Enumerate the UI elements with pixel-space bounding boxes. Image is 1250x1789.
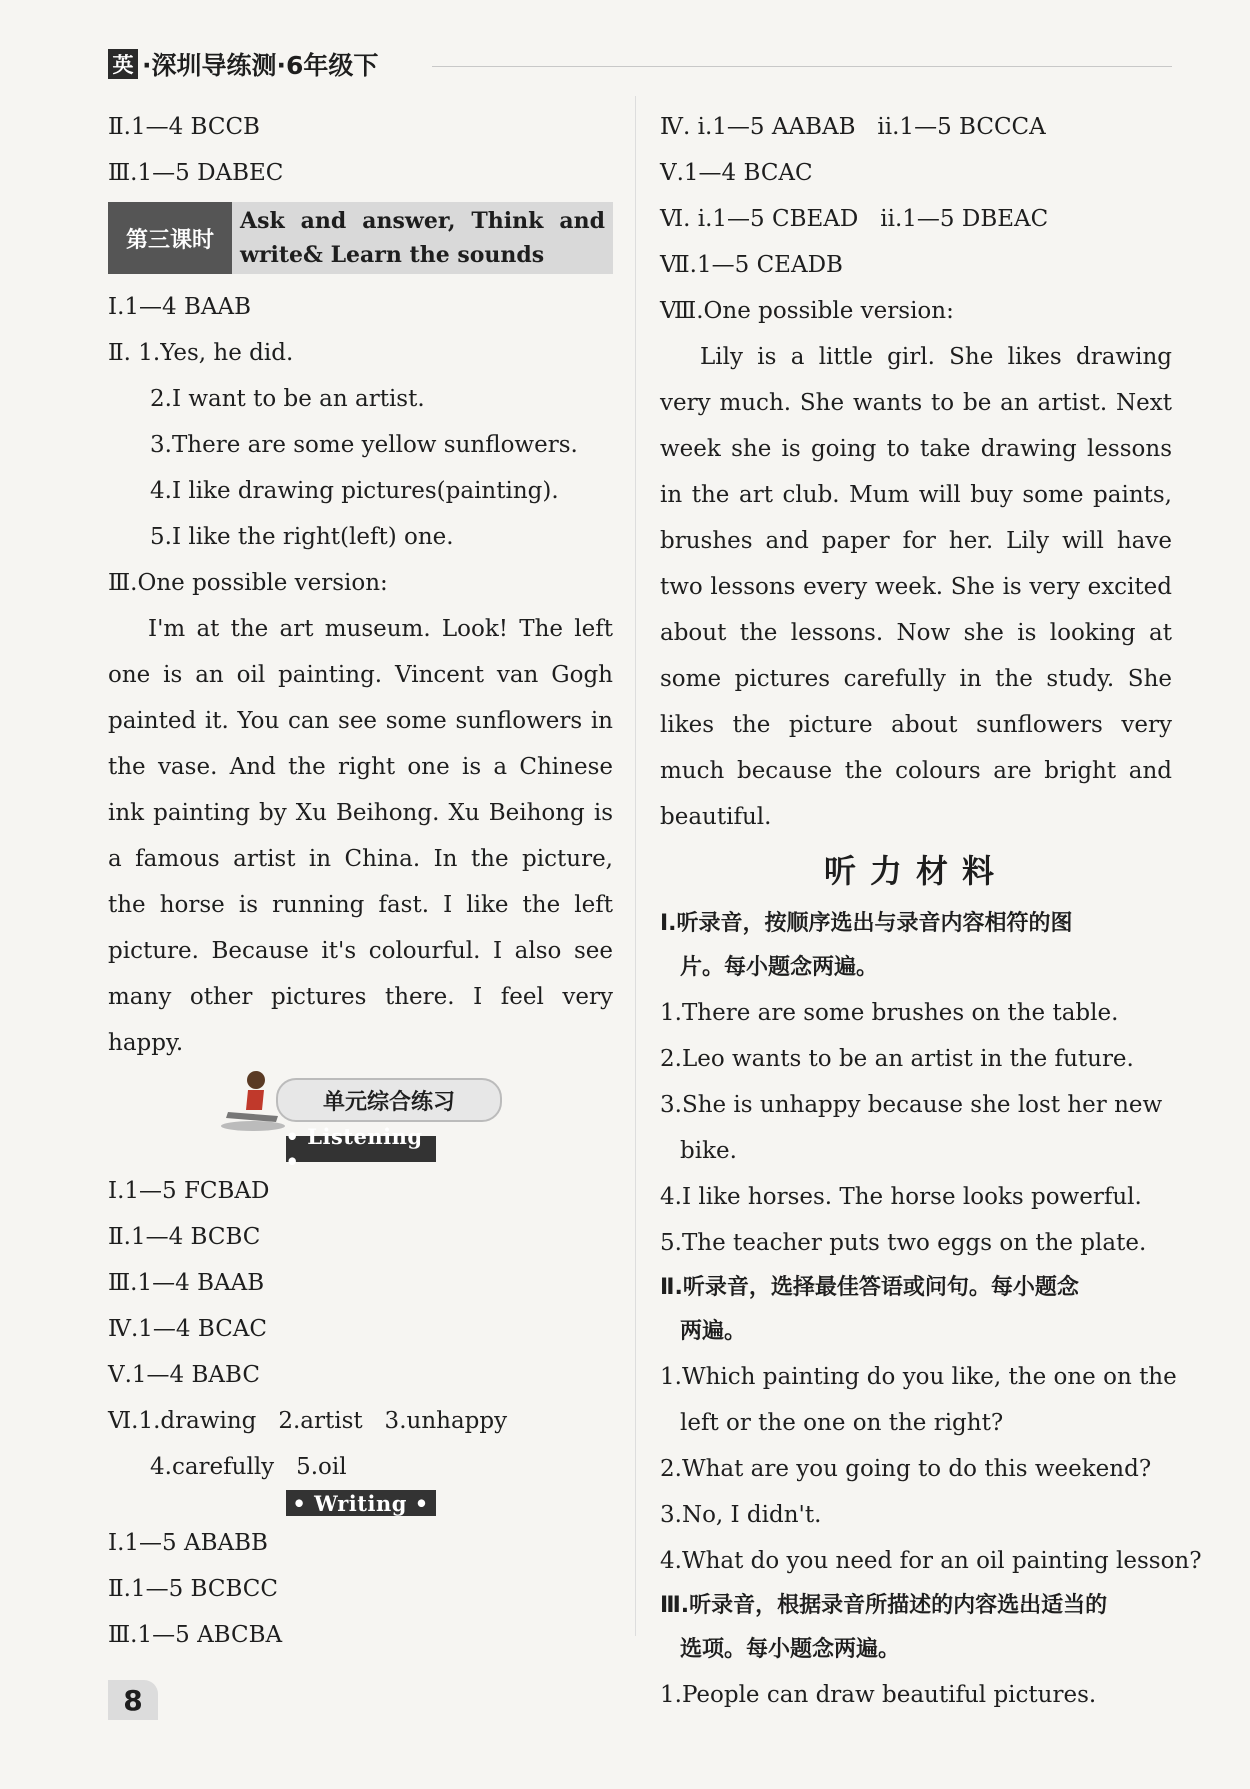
answer-line: 2.I want to be an artist. [150, 386, 425, 412]
transcript-line: 1.There are some brushes on the table. [660, 1000, 1119, 1026]
answer-line: Ⅴ.1—4 BCAC [660, 160, 813, 186]
section-heading: 两遍。 [680, 1319, 747, 1344]
lesson-header [108, 202, 613, 274]
transcript-line: 1.Which painting do you like, the one on the [660, 1364, 1177, 1390]
answer-line: Ⅲ.1—4 BAAB [108, 1270, 265, 1296]
unit-title: 单元综合练习 [276, 1078, 502, 1122]
writing-label: • Writing • [286, 1490, 436, 1516]
subject-badge: 英 [108, 49, 138, 79]
section-heading: 选项。每小题念两遍。 [680, 1637, 901, 1662]
answer-line: Ⅳ. ⅰ.1—5 AABAB ⅱ.1—5 BCCCA [660, 114, 1046, 140]
listening-material-title: 听力材料 [823, 852, 1008, 890]
section-heading: Ⅲ.听录音，根据录音所描述的内容选出适当的 [660, 1593, 1108, 1618]
answer-line: Ⅰ.1—4 BAAB [108, 294, 251, 320]
right-column [660, 104, 1202, 1718]
answer-line: Ⅵ.1.drawing 2.artist 3.unhappy [108, 1408, 508, 1434]
transcript-line: 4.I like horses. The horse looks powerful. [660, 1184, 1142, 1210]
answer-line: Ⅰ.1—5 FCBAD [108, 1178, 270, 1204]
lesson-title [232, 202, 613, 274]
answer-line: Ⅱ. 1.Yes, he did. [108, 340, 294, 366]
section-heading: Ⅰ.听录音，按顺序选出与录音内容相符的图 [660, 911, 1073, 936]
transcript-line: 2.Leo wants to be an artist in the future. [660, 1046, 1134, 1072]
transcript-line: bike. [680, 1138, 737, 1164]
lesson-title-line: Ask and answer, Think and [240, 208, 605, 234]
page-number: 8 [108, 1680, 158, 1720]
answer-line: Ⅳ.1—4 BCAC [108, 1316, 268, 1342]
transcript-line: 1.People can draw beautiful pictures. [660, 1682, 1097, 1708]
answer-line: Ⅱ.1—4 BCBC [108, 1224, 261, 1250]
left-column [108, 104, 613, 1658]
running-header [108, 44, 378, 84]
essay-text: I'm at the art museum. Look! The left one is an oil painting. Vincent van Gogh painted it. You can see some sunflowers in the vase. And the right one is a Chinese ink painting by Xu Beihong. Xu Beihong is a famous artist in China. In the picture, the horse is running fast. I like the left picture. Because it's colourful. I also see many other pictures there. I feel very happy. [108, 616, 613, 1056]
answer-line: Ⅲ.1—5 DABEC [108, 160, 284, 186]
book-title: ·深圳导练测·6年级下 [142, 51, 379, 80]
transcript-line: 3.No, I didn't. [660, 1502, 822, 1528]
answer-line: 4.I like drawing pictures(painting). [150, 478, 559, 504]
listening-label: • Listening • [286, 1136, 436, 1162]
essay-paragraph [660, 334, 1172, 840]
lesson-tag: 第三课时 [108, 202, 232, 274]
section-heading: 片。每小题念两遍。 [680, 955, 879, 980]
transcript-line: 2.What are you going to do this weekend? [660, 1456, 1152, 1482]
answer-line: Ⅱ.1—5 BCBCC [108, 1576, 278, 1602]
transcript-line: 4.What do you need for an oil painting lesson? [660, 1548, 1202, 1574]
answer-line: Ⅲ.1—5 ABCBA [108, 1622, 283, 1648]
section-heading: Ⅱ.听录音，选择最佳答语或问句。每小题念 [660, 1275, 1079, 1300]
answer-line: Ⅲ.One possible version: [108, 570, 388, 596]
answer-line: Ⅴ.1—4 BABC [108, 1362, 260, 1388]
answer-line: 4.carefully 5.oil [150, 1454, 347, 1480]
answer-line: Ⅵ. ⅰ.1—5 CBEAD ⅱ.1—5 DBEAC [660, 206, 1049, 232]
unit-banner [108, 1066, 613, 1136]
transcript-line: left or the one on the right? [680, 1410, 1004, 1436]
answer-line: Ⅷ.One possible version: [660, 298, 954, 324]
transcript-line: 5.The teacher puts two eggs on the plate. [660, 1230, 1147, 1256]
header-rule [432, 66, 1172, 67]
lesson-title-line: write& Learn the sounds [240, 242, 545, 268]
essay-paragraph [108, 606, 613, 1066]
answer-line: Ⅶ.1—5 CEADB [660, 252, 843, 278]
answer-line: Ⅱ.1—4 BCCB [108, 114, 260, 140]
transcript-line: 3.She is unhappy because she lost her new [660, 1092, 1163, 1118]
answer-line: 3.There are some yellow sunflowers. [150, 432, 578, 458]
essay-text: Lily is a little girl. She likes drawing very much. She wants to be an artist. Next week she is going to take drawing lessons in the art club. Mum will buy some paints, brushes and paper for her. Lily will have two lessons every week. She is very excited about the lessons. Now she is looking at some pictures carefully in the study. She likes the picture about sunflowers very much because the colours are bright and beautiful. [660, 344, 1172, 830]
answer-line: Ⅰ.1—5 ABABB [108, 1530, 268, 1556]
answer-line: 5.I like the right(left) one. [150, 524, 454, 550]
column-divider [635, 96, 636, 1636]
